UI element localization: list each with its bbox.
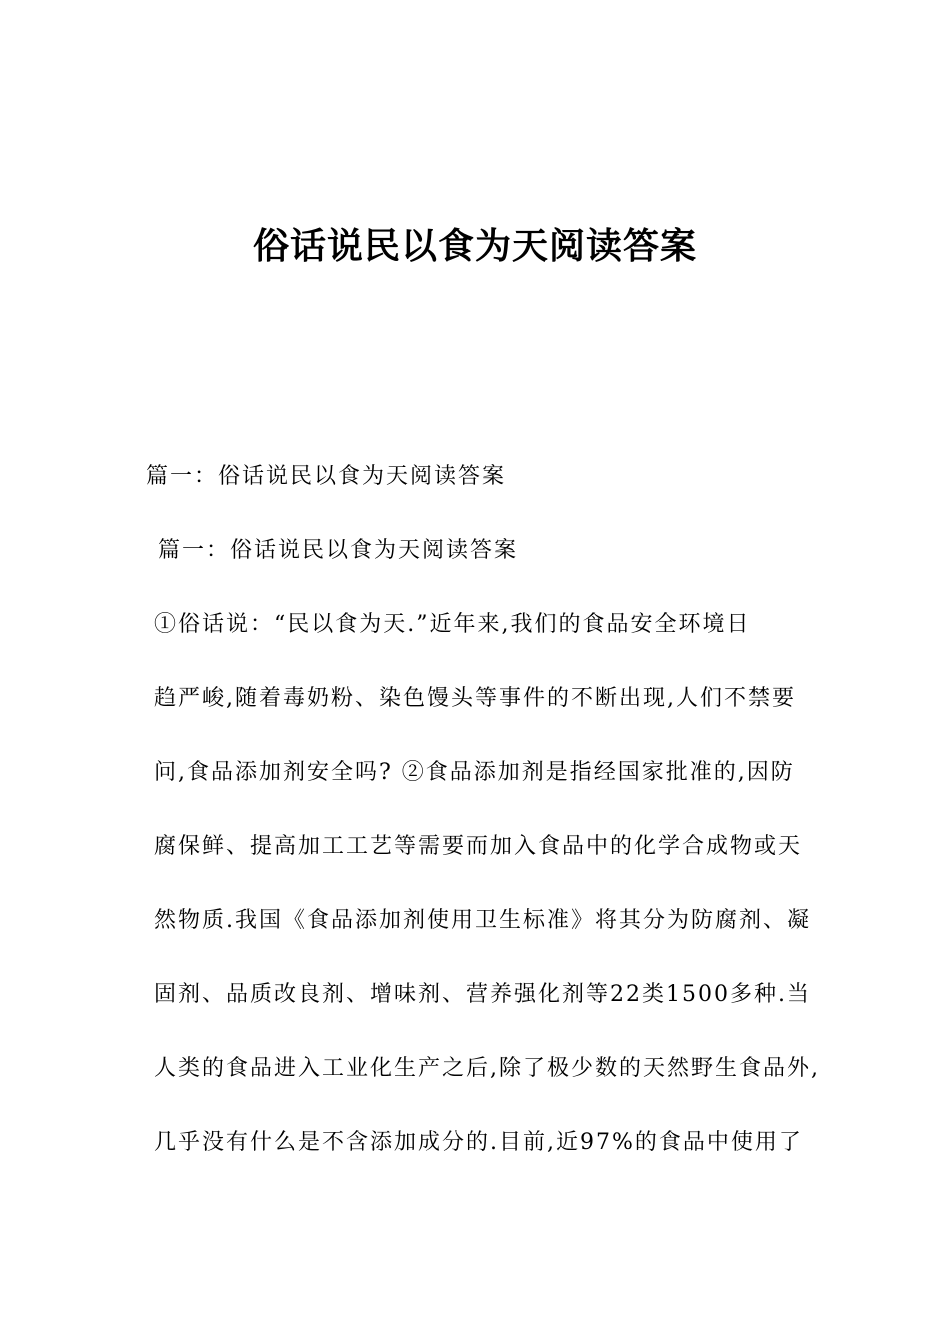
paragraph-line: 人类的食品进入工业化生产之后,除了极少数的天然野生食品外, <box>154 1056 820 1081</box>
section-heading: 篇一：俗话说民以食为天阅读答案 <box>146 464 507 489</box>
paragraph-line: 问,食品添加剂安全吗? ②食品添加剂是指经国家批准的,因防 <box>154 760 795 785</box>
document-title: 俗话说民以食为天阅读答案 <box>252 226 697 267</box>
paragraph-line: 几乎没有什么是不含添加成分的.目前,近97%的食品中使用了 <box>154 1130 803 1155</box>
paragraph-line: 固剂、品质改良剂、增味剂、营养强化剂等22类1500多种.当 <box>154 982 811 1007</box>
article-paragraph <box>146 588 820 1180</box>
paragraph-line: 腐保鲜、提高加工工艺等需要而加入食品中的化学合成物或天 <box>154 834 803 859</box>
paragraph-line: ①俗话说：“民以食为天.”近年来,我们的食品安全环境日 <box>154 612 751 637</box>
paragraph-line: 趋严峻,随着毒奶粉、染色馒头等事件的不断出现,人们不禁要 <box>154 686 796 711</box>
section-sub-heading: 篇一：俗话说民以食为天阅读答案 <box>158 538 519 563</box>
paragraph-line: 然物质.我国《食品添加剂使用卫生标准》将其分为防腐剂、凝 <box>154 908 811 933</box>
